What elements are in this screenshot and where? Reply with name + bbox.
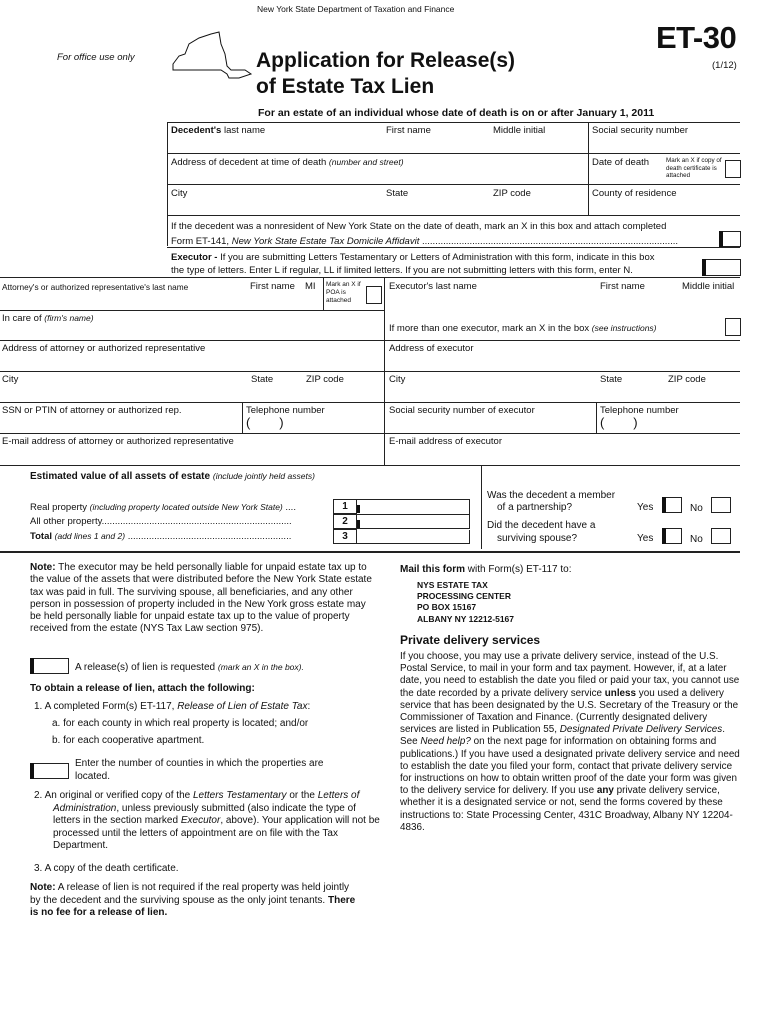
form-title-line1: Application for Release(s) [256, 49, 516, 72]
executor-first-name-label: First name [600, 281, 645, 292]
more-than-one-executor-label: If more than one executor, mark an X in the box (see instructions) [389, 323, 657, 334]
attorney-mi-label: MI [305, 281, 316, 292]
form-revision: (1/12) [712, 60, 737, 71]
real-property-amount[interactable] [357, 499, 470, 515]
executor-state-label: State [600, 374, 623, 385]
release-requested-checkbox[interactable] [30, 658, 69, 674]
form-title-line2: of Estate Tax Lien [256, 75, 435, 98]
decedent-zip-label: ZIP code [493, 188, 531, 199]
office-use-label: For office use only [57, 52, 135, 63]
death-cert-note: Mark an X if copy of death certificate is attached [666, 157, 722, 179]
executor-address-label: Address of executor [389, 343, 474, 354]
spouse-question-2: surviving spouse? [497, 533, 578, 544]
nonresident-line1: If the decedent was a nonresident of New York State on the date of death, mark an X in this box and attach completed [171, 221, 667, 232]
poa-checkbox[interactable] [366, 286, 382, 304]
decedent-address-label: Address of decedent at time of death (number and street) [171, 157, 404, 168]
executor-letters-line2: the type of letters. Enter L if regular, LL if limited letters. If you are not submitting letters with this form, enter N. [171, 265, 633, 276]
partnership-no-label: No [690, 503, 703, 514]
county-of-residence-label: County of residence [592, 188, 677, 199]
decedent-city-label: City [171, 188, 188, 199]
death-cert-checkbox[interactable] [725, 160, 741, 178]
spouse-no-label: No [690, 534, 703, 545]
total-amount[interactable] [357, 530, 470, 544]
attorney-zip-label: ZIP code [306, 374, 344, 385]
executor-phone-label: Telephone number [600, 405, 679, 416]
joint-tenancy-note: Note: A release of lien is not required if the real property was held jointly by the decedent and the surviving spouse as the only joint tenants. There is no fee for a release of lien. [30, 882, 356, 918]
private-delivery-text: If you choose, you may use a private delivery service, instead of the U.S. Postal Service, to mail in your form and tax payment. However, if, at a later date, you need to establish the date you filed or paid your tax, you cannot use the date recorded by a private delivery service unless you used a delivery service that has been designated by the U.S. Secretary of the Treasury or the Commissioner of Taxation and Finance. (Currently designated delivery services are listed in Publication 55, Designated Private Delivery Services. See Need help? on the next page for information on obtaining forms and publications.) If you have used a designated private delivery service and need to establish the date you filed your form, contact that private delivery service for instructions on how to obtain written proof of the date your form was given to the delivery service for delivery. If you use any private delivery service, whether it is a designated service or not, send the forms covered by these instructions to: State Processing Center, 431C Broadway, Albany NY 12204-4836. [400, 651, 740, 833]
decedent-ssn-label: Social security number [592, 125, 689, 136]
attorney-state-label: State [251, 374, 274, 385]
number-of-counties-field[interactable] [30, 763, 69, 779]
form-subtitle: For an estate of an individual whose date of death is on or after January 1, 2011 [258, 107, 655, 119]
executor-city-label: City [389, 374, 406, 385]
liability-note: Note: The executor may be held personally liable for unpaid estate tax up to the value of the assets that were distributed before the New York State estate tax was paid in full. The surviving spouse, all beneficiaries, and any other person in possession of property included in the New York gross estate may be held personally liable for unpaid estate tax up to the value of property received from the estate (NYS Tax Law section 975). [30, 562, 372, 635]
multiple-executors-checkbox[interactable] [725, 318, 741, 336]
attach-item-1a: a. for each county in which real property is located; and/or [52, 718, 309, 729]
attorney-address-label: Address of attorney or authorized representative [2, 343, 206, 354]
other-property-amount[interactable] [357, 515, 470, 529]
in-care-of-label: In care of (firm's name) [2, 313, 94, 324]
attorney-last-name-label: Attorney's or authorized representative's last name [2, 282, 189, 292]
release-requested-label: A release(s) of lien is requested (mark an X in the box). [75, 662, 304, 673]
executor-phone-field[interactable]: ( ) [600, 415, 638, 430]
date-of-death-label: Date of death [592, 157, 650, 168]
number-of-counties-label: Enter the number of counties in which the properties are located. [75, 758, 324, 782]
spouse-no-checkbox[interactable] [711, 528, 731, 544]
attorney-email-label: E-mail address of attorney or authorized representative [2, 436, 234, 447]
partnership-question-2: of a partnership? [497, 502, 573, 513]
decedent-middle-initial-label: Middle initial [493, 125, 546, 136]
total-label: Total (add lines 1 and 2) .............................................................. [30, 531, 292, 542]
partnership-question-1: Was the decedent a member [487, 490, 616, 501]
executor-middle-initial-label: Middle initial [682, 281, 735, 292]
form-number: ET-30 [656, 20, 737, 55]
attach-item-1: 1. A completed Form(s) ET-117, Release of Lien of Estate Tax: [34, 701, 311, 712]
mail-instruction: Mail this form with Form(s) ET-117 to: [400, 564, 572, 575]
decedent-last-name-label: Decedent's last name [171, 125, 266, 136]
spouse-question-1: Did the decedent have a [487, 520, 596, 531]
attorney-phone-field[interactable]: ( ) [246, 415, 284, 430]
private-delivery-heading: Private delivery services [400, 633, 541, 647]
partnership-no-checkbox[interactable] [711, 497, 731, 513]
real-property-label: Real property (including property located outside New York State) .... [30, 502, 296, 513]
ny-state-outline-icon [163, 30, 253, 84]
poa-note: Mark an X if POA is attached [326, 281, 361, 304]
spouse-yes-label: Yes [637, 533, 654, 544]
attorney-first-name-label: First name [250, 281, 295, 292]
executor-letters-line1: Executor - If you are submitting Letters Testamentary or Letters of Administration with this form, indicate in this box [171, 252, 655, 263]
line-number-2: 2 [333, 514, 357, 529]
line-number-1: 1 [333, 499, 357, 514]
mailing-address: NYS ESTATE TAX PROCESSING CENTER PO BOX 15167 ALBANY NY 12212-5167 [417, 580, 515, 624]
partnership-yes-label: Yes [637, 502, 654, 513]
other-property-label: All other property........................................................................ [30, 516, 292, 527]
attorney-phone-label: Telephone number [246, 405, 325, 416]
line-number-3: 3 [333, 529, 357, 544]
nonresident-line2: Form ET-141, New York State Estate Tax Domicile Affidavit ................................................................................................. [171, 236, 679, 247]
executor-last-name-label: Executor's last name [389, 281, 477, 292]
obtain-release-heading: To obtain a release of lien, attach the following: [30, 683, 255, 694]
attorney-ssn-label: SSN or PTIN of attorney or authorized rep. [2, 405, 182, 416]
attorney-city-label: City [2, 374, 19, 385]
executor-zip-label: ZIP code [668, 374, 706, 385]
executor-ssn-label: Social security number of executor [389, 405, 535, 416]
attach-item-3: 3. A copy of the death certificate. [34, 863, 179, 874]
letters-type-field[interactable] [702, 259, 741, 276]
agency-name: New York State Department of Taxation and Finance [257, 4, 455, 14]
attach-item-2: 2. An original or verified copy of the Letters Testamentary or the Letters of Administration, unless previously submitted (also indicate the type of letters in the section marked Executor, above). Your application will not be processed until the letters of appointment are on file with the Tax Department. [34, 790, 380, 851]
decedent-state-label: State [386, 188, 409, 199]
executor-email-label: E-mail address of executor [389, 436, 502, 447]
attach-item-1b: b. for each cooperative apartment. [52, 735, 205, 746]
assets-heading: Estimated value of all assets of estate (include jointly held assets) [30, 471, 315, 482]
decedent-first-name-label: First name [386, 125, 431, 136]
